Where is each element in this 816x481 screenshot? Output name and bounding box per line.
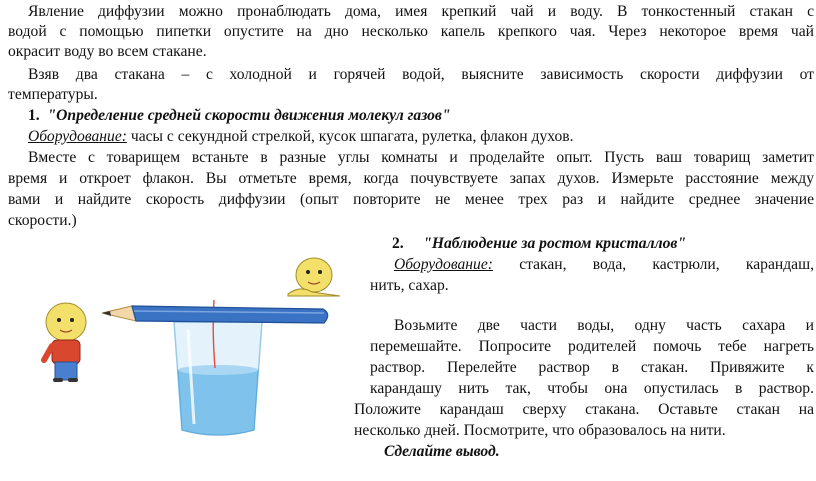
task1-title: "Определение средней скорости движения молекул газов" [47,107,451,124]
task1-number: 1. [28,107,40,124]
task2-body-line-4: карандашу нить так, чтобы она опустилась в раствор. [370,380,814,397]
task1-body-line-2: время и откроет флакон. Вы отметьте время, когда почувствуете запах духов. Измерьте расстояние между [8,170,814,187]
task2-body-line-3: раствор. Перелейте раствор в стакан. Привяжите к [370,359,814,376]
task1-body-line-1: Вместе с товарищем встаньте в разные углы комнаты и проделайте опыт. Пусть ваш товарищ заметит [28,149,814,166]
task2-equipment-text: стакан, вода, кастрюли, карандаш, [519,256,814,273]
kid-left-icon [44,303,86,382]
task2-body-line-2: перемешайте. Попросите родителей помочь тебе нагреть [370,338,814,355]
intro-line-2: водой с помощью пипетки опустите на дно несколько капель крепкого чая. Через некоторое время чай [8,23,814,40]
task1-equipment-text: часы с секундной стрелкой, кусок шпагата, рулетка, флакон духов. [130,128,574,145]
task1-body-line-3: вами и найдите скорость диффузии (опыт повторите не менее трех раз и найдите среднее значение [8,191,814,208]
intro-line-3: окрасит воду во всем стакане. [8,43,207,60]
task2-body-line-5: Положите карандаш сверху стакана. Оставьте стакан на [354,401,814,418]
task2-number: 2. [392,235,404,252]
kid-right-icon [288,258,340,296]
glass-icon [174,315,262,435]
task2-conclusion: Сделайте вывод. [384,443,500,460]
task1-equipment-label: Оборудование: [28,128,127,145]
task2-body-line-1: Возьмите две части воды, одну часть сахара и [394,317,814,334]
task2-title: "Наблюдение за ростом кристаллов" [423,235,687,252]
task2-body-line-6: несколько дней. Посмотрите, что образовалось на нити. [354,422,726,439]
task1-body-line-4: скорости.) [8,212,77,229]
intro-line-1: Явление диффузии можно пронаблюдать дома, имея крепкий чай и воду. В тонкостенный стакан с [28,3,814,20]
intro-line-4: Взяв два стакана – с холодной и горячей водой, выясните зависимость скорости диффузии от [28,66,814,83]
intro-line-5: температуры. [8,86,98,103]
pencil-icon [102,306,328,323]
task2-equipment-line-2: нить, сахар. [370,277,449,294]
task2-equipment-label: Оборудование: [394,256,493,273]
